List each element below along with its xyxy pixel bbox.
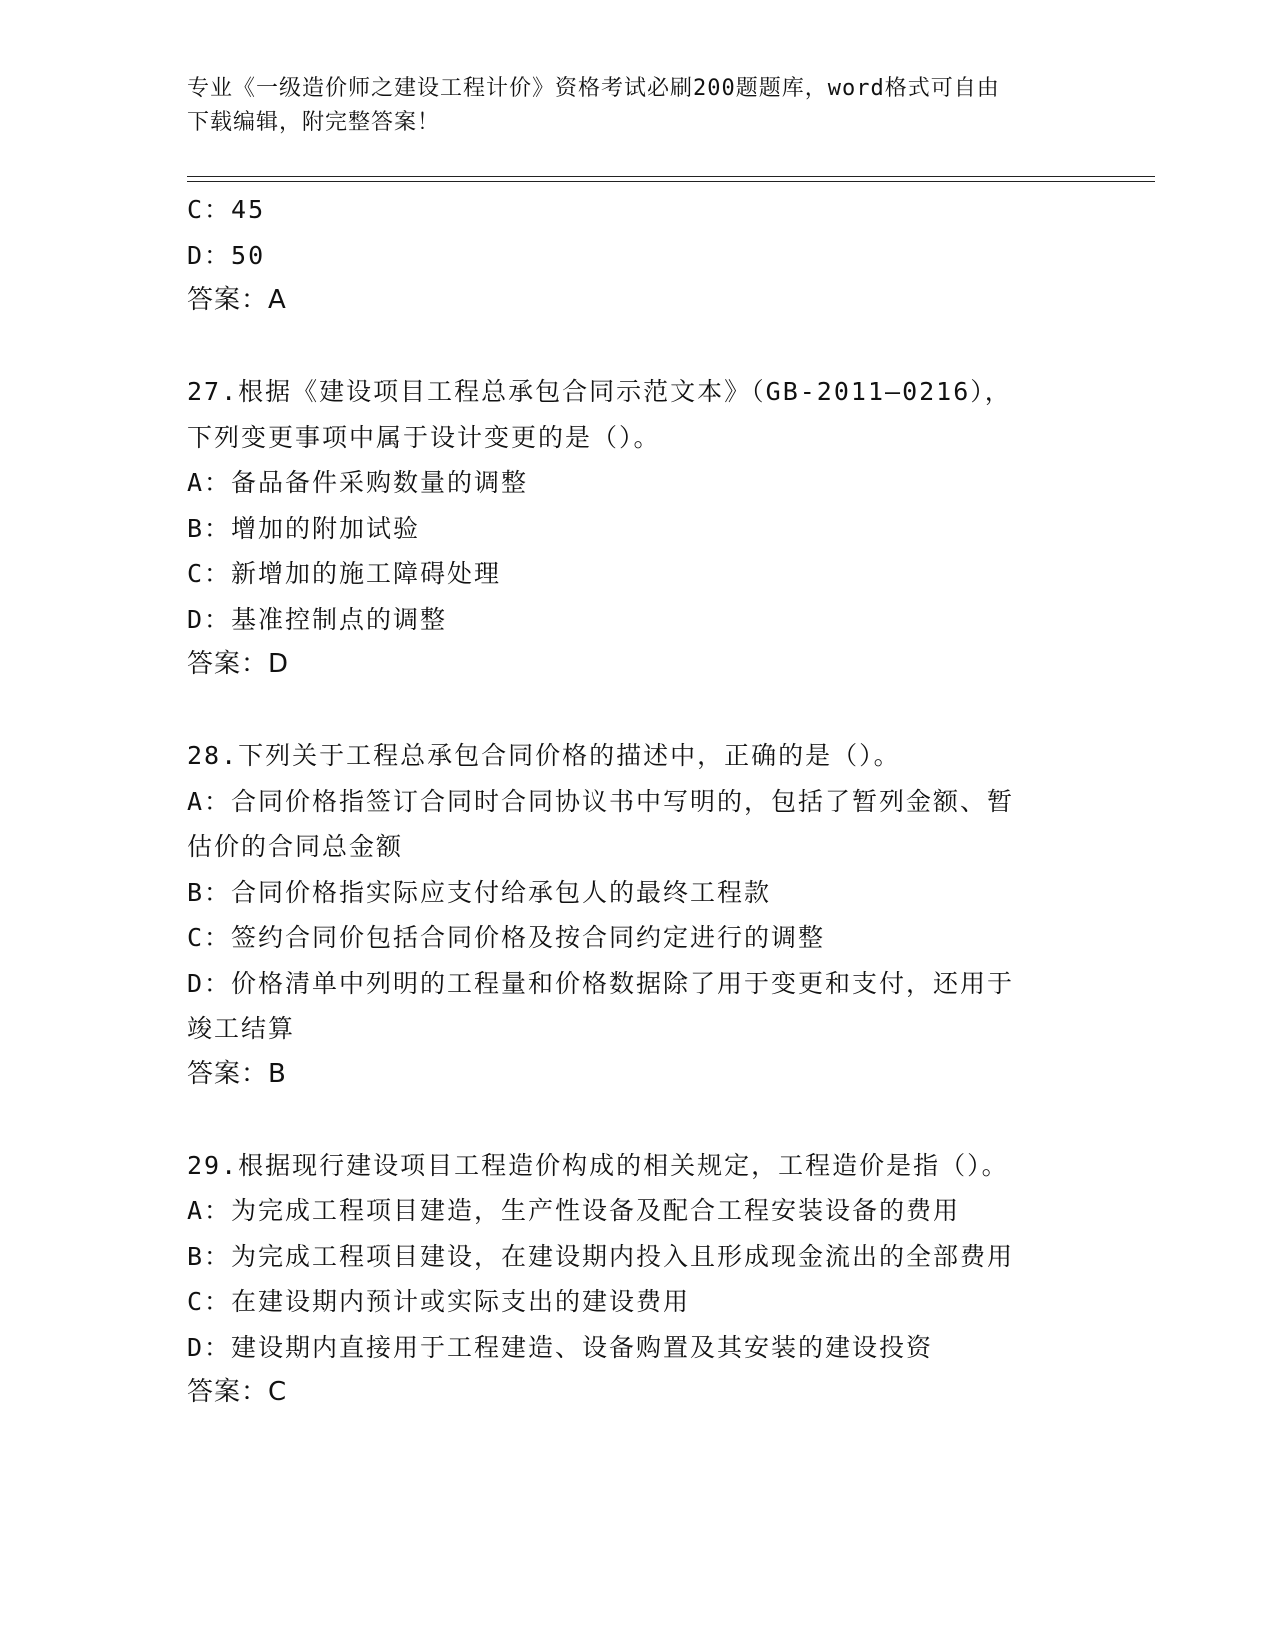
option-d: D：建设期内直接用于工程建造、设备购置及其安装的建设投资 (187, 1332, 934, 1362)
question-26-tail (187, 187, 1087, 324)
option-a: A：为完成工程项目建造，生产性设备及配合工程安装设备的费用 (187, 1196, 961, 1225)
spacer (187, 1097, 1087, 1143)
header-divider-top (187, 176, 1155, 177)
question-stem: 27.根据《建设项目工程总承包合同示范文本》（GB-2011—0216）， (187, 377, 1012, 406)
question-28 (187, 733, 1087, 1097)
option-d: D：价格清单中列明的工程量和价格数据除了用于变更和支付，还用于 (187, 968, 1015, 998)
spacer (187, 324, 1087, 370)
spacer (187, 688, 1087, 734)
answer-label: 答案：D (187, 649, 290, 679)
option-b: B：增加的附加试验 (187, 513, 421, 543)
option-d: D：基准控制点的调整 (187, 604, 448, 634)
option-a-continued: 估价的合同总金额 (187, 832, 404, 861)
answer-label: 答案：A (187, 285, 287, 315)
question-stem: 29.根据现行建设项目工程造价构成的相关规定，工程造价是指（）。 (187, 1150, 1009, 1180)
option-c: C：新增加的施工障碍处理 (187, 559, 502, 588)
option-b: B：为完成工程项目建设，在建设期内投入且形成现金流出的全部费用 (187, 1241, 1015, 1271)
option-c: C：45 (187, 195, 266, 224)
question-29 (187, 1143, 1087, 1416)
option-c: C：签约合同价包括合同价格及按合同约定进行的调整 (187, 923, 826, 952)
option-c: C：在建设期内预计或实际支出的建设费用 (187, 1287, 691, 1316)
question-27 (187, 369, 1087, 688)
question-stem: 28.下列关于工程总承包合同价格的描述中，正确的是（）。 (187, 741, 901, 770)
answer-label: 答案：B (187, 1058, 287, 1089)
question-stem-continued: 下列变更事项中属于设计变更的是（）。 (187, 422, 661, 452)
option-a: A：合同价格指签订合同时合同协议书中写明的，包括了暂列金额、暂 (187, 786, 1015, 816)
header-line-2: 下载编辑，附完整答案！ (187, 110, 441, 135)
answer-label: 答案：C (187, 1377, 288, 1407)
header-divider-bottom (187, 181, 1155, 182)
option-d: D：50 (187, 240, 266, 270)
option-a: A：备品备件采购数量的调整 (187, 468, 529, 497)
option-d-continued: 竣工结算 (187, 1014, 296, 1043)
option-b: B：合同价格指实际应支付给承包人的最终工程款 (187, 877, 772, 907)
document-header (187, 72, 1067, 140)
question-list (187, 187, 1087, 1416)
header-line-1: 专业《一级造价师之建设工程计价》资格考试必刷200题题库，word格式可自由 (187, 76, 1000, 101)
